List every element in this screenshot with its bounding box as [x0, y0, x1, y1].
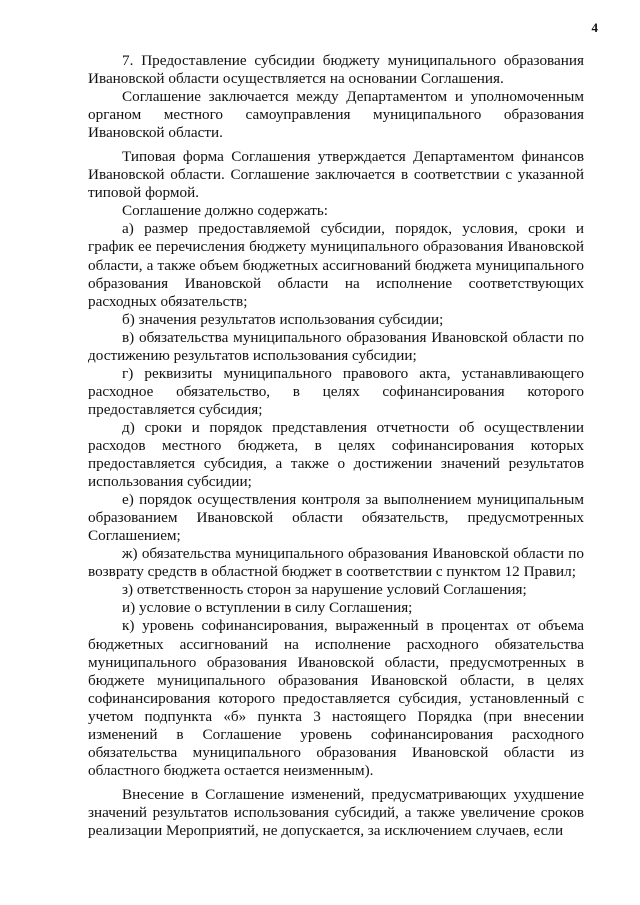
paragraph-7-intro: 7. Предоставление субсидии бюджету муниципального образования Ивановской области осуществляется на основании Соглашения.: [88, 52, 584, 88]
list-item-i: и) условие о вступлении в силу Соглашения;: [122, 599, 413, 617]
list-item-a: а) размер предоставляемой субсидии, порядок, условия, сроки и график ее перечисления бюджету муниципального образования Ивановской области, а также объем бюджетных ассигнований бюджета муниципального образования Ивановской области на исполнение соответствующих расходных обязательств;: [88, 220, 584, 310]
list-item-z: з) ответственность сторон за нарушение условий Соглашения;: [122, 581, 527, 599]
list-item-v: в) обязательства муниципального образования Ивановской области по достижению результатов использования субсидии;: [88, 328, 584, 364]
list-item-d: д) сроки и порядок представления отчетности об осуществлении расходов местного бюджета, в целях софинансирования которых предоставляется субсидия, а также о достижении значений результатов использования субсидии;: [88, 418, 584, 491]
paragraph-standard-form: Типовая форма Соглашения утверждается Департаментом финансов Ивановской области. Соглашение заключается в соответствии с указанной типовой формой.: [88, 148, 584, 202]
paragraph-agreement-contents: Соглашение должно содержать:: [122, 202, 329, 220]
page-number: 4: [591, 20, 598, 35]
paragraph-amendments: Внесение в Соглашение изменений, предусматривающих ухудшение значений результатов использования субсидий, а также увеличение сроков реализации Мероприятий, не допускается, за исключением случаев, если: [88, 785, 584, 839]
paragraph-agreement-parties: Соглашение заключается между Департаментом и уполномоченным органом местного самоуправления муниципального образования Ивановской области.: [88, 88, 584, 142]
list-item-b: б) значения результатов использования субсидии;: [122, 310, 444, 328]
list-item-g: г) реквизиты муниципального правового акта, устанавливающего расходное обязательство, в целях софинансирования которого предоставляется субсидия;: [88, 364, 584, 418]
list-item-e: е) порядок осуществления контроля за выполнением муниципальным образованием Ивановской области обязательств, предусмотренных Соглашением;: [88, 491, 584, 545]
list-item-k: к) уровень софинансирования, выраженный в процентах от объема бюджетных ассигнований на исполнение расходного обязательства муниципального образования Ивановской области, предусмотренных в бюджете муниципального образования Ивановской области, в целях софинансирования которого предоставляется субсидия, установленный с учетом подпункта «б» пункта 3 настоящего Порядка (при внесении изменений в Соглашение уровень софинансирования расходного обязательства муниципального образования Ивановской области из областного бюджета остается неизменным).: [88, 617, 584, 779]
list-item-zh: ж) обязательства муниципального образования Ивановской области по возврату средств в областной бюджет в соответствии с пунктом 12 Правил;: [88, 545, 584, 581]
document-body: [88, 52, 584, 840]
